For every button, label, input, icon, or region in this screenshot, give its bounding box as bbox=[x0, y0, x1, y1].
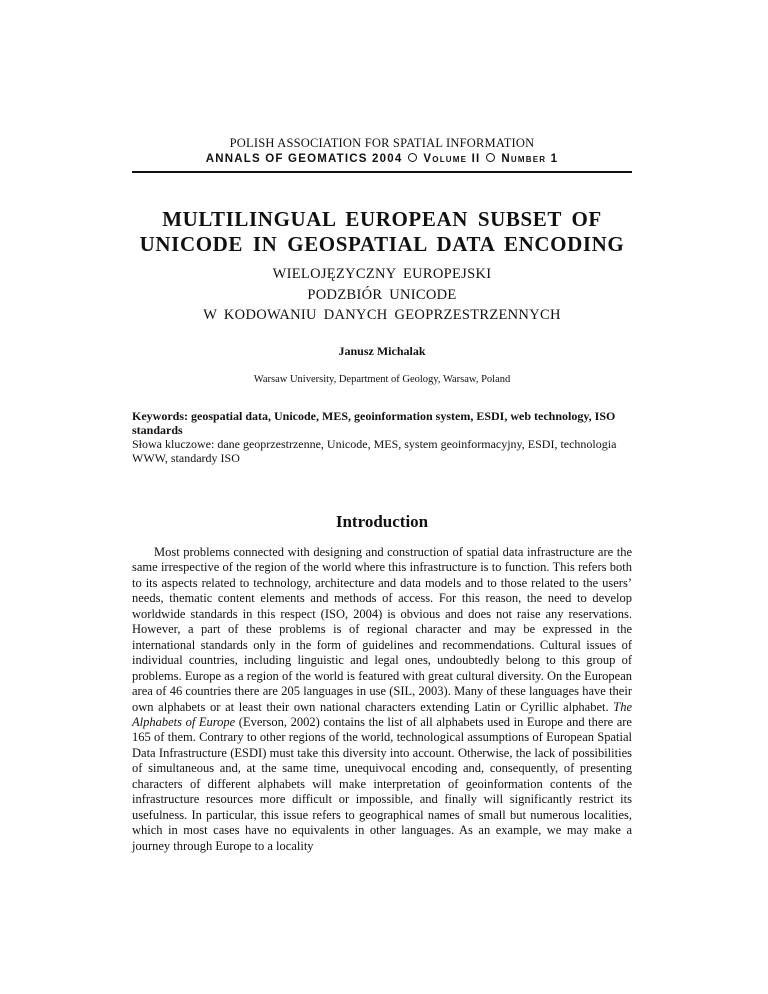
keywords-block bbox=[132, 409, 632, 465]
journal-line bbox=[132, 153, 632, 165]
section-heading: Introduction bbox=[335, 512, 429, 531]
organization-name: POLISH ASSOCIATION FOR SPATIAL INFORMATION bbox=[229, 136, 535, 150]
title-line-1: MULTILINGUAL EUROPEAN SUBSET OF bbox=[162, 207, 602, 231]
journal-volume: Volume II bbox=[423, 153, 481, 165]
subtitle-line-1: WIELOJĘZYCZNY EUROPEJSKI bbox=[272, 266, 492, 282]
keywords-polish: Słowa kluczowe: dane geoprzestrzenne, Unicode, MES, system geoinformacyjny, ESDI, technologia WWW, standardy ISO bbox=[132, 437, 617, 465]
body-text-part-2: (Everson, 2002) contains the list of all alphabets used in Europe and there are 165 of them. Contrary to other regions of the world, technological assumptions of European Spatial Data Infrastructure (ESDI) must take this diversity into account. Otherwise, the lack of possibilities of simultaneous and, at the same time, unequivocal encoding and, consequently, of presenting characters of different alphabets will make interpretation of geoinformation contents of the infrastructure resources more difficult or impossible, and finally will significantly restrict its usefulness. In particular, this issue refers to geographical names of small but numerous localities, which in most cases have no equivalents in other languages. As an example, we may make a journey through Europe to a locality bbox=[132, 714, 632, 853]
title-line-2: UNICODE IN GEOSPATIAL DATA ENCODING bbox=[139, 232, 625, 256]
section-body bbox=[132, 545, 632, 854]
author-name: Janusz Michalak bbox=[338, 344, 426, 358]
circle-separator-icon bbox=[408, 153, 417, 162]
circle-separator-icon bbox=[486, 153, 495, 162]
body-text-part-1: Most problems connected with designing and construction of spatial data infrastructure are the same irrespective of the region of the world where this infrastructure is to function. This refers both to its aspects related to technology, architecture and data models and to those related to the users’ needs, thematic content elements and methods of access. For this reason, the need to develop worldwide standards in this respect (ISO, 2004) is obvious and does not raise any reservations. However, a part of these problems is of regional character and may be expressed in the international standards only in the form of guidelines and recommendations. Cultural issues of individual countries, including linguistic and legal ones, undoubtedly belong to this group of problems. Europe as a region of the world is featured with great cultural diversity. On the European area of 46 countries there are 205 languages in use (SIL, 2003). Many of these languages have their own alphabets or at least their own national characters extending Latin or Cyrillic alphabet. bbox=[132, 545, 632, 714]
journal-number: Number 1 bbox=[501, 153, 559, 165]
paper-subtitle bbox=[122, 264, 642, 326]
header-rule bbox=[132, 171, 632, 173]
body-paragraph bbox=[132, 545, 632, 854]
subtitle-line-2: PODZBIÓR UNICODE bbox=[307, 286, 457, 303]
paper-title bbox=[122, 207, 642, 257]
journal-name: ANNALS OF GEOMATICS 2004 bbox=[205, 153, 403, 165]
subtitle-line-3: W KODOWANIU DANYCH GEOPRZESTRZENNYCH bbox=[203, 307, 561, 323]
keywords-english: Keywords: geospatial data, Unicode, MES, geoinformation system, ESDI, web technology, ISO standards bbox=[132, 409, 616, 437]
body-italic-title: The Alphabets of Europe bbox=[132, 699, 632, 729]
author-affiliation: Warsaw University, Department of Geology, Warsaw, Poland bbox=[253, 374, 511, 385]
